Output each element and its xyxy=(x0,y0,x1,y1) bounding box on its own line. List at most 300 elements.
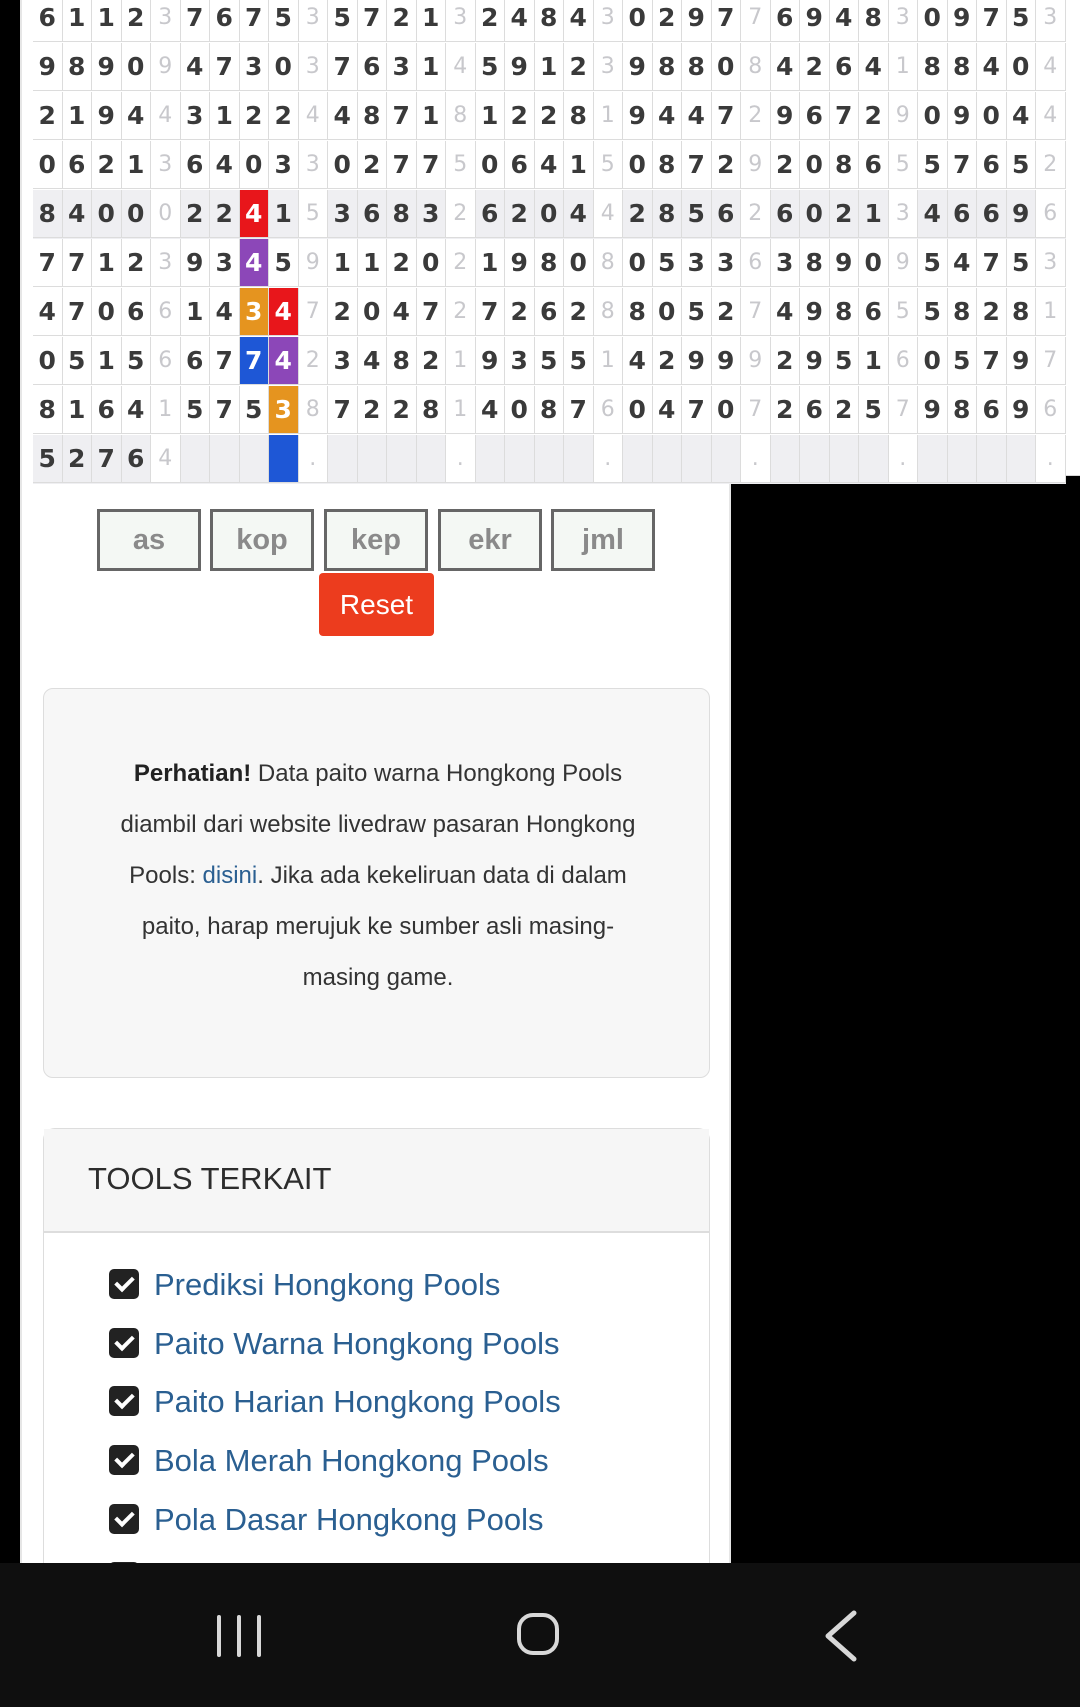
paito-cell: 2 xyxy=(830,386,860,434)
paito-cell: 2 xyxy=(358,141,388,189)
paito-separator-cell: . xyxy=(889,435,919,483)
paito-cell xyxy=(623,435,653,483)
paito-cell: 0 xyxy=(800,141,830,189)
notice-text-before-link: Data paito warna Hongkong Pools diambil dari website livedraw pasaran Hongkong Pools: xyxy=(120,760,636,889)
paito-cell: 9 xyxy=(33,43,63,91)
paito-cell: 4 xyxy=(63,190,93,238)
paito-cell: 4 xyxy=(476,386,506,434)
paito-cell: 8 xyxy=(830,288,860,336)
paito-cell: 9 xyxy=(92,43,122,91)
paito-cell: 2 xyxy=(328,288,358,336)
paito-cell: 5 xyxy=(1007,141,1037,189)
paito-separator-cell: 3 xyxy=(151,141,181,189)
paito-cell: 5 xyxy=(1007,239,1037,287)
paito-cell: 7 xyxy=(33,239,63,287)
paito-cell: 1 xyxy=(269,190,299,238)
paito-cell: 1 xyxy=(358,239,388,287)
paito-cell xyxy=(476,435,506,483)
paito-cell: 6 xyxy=(358,190,388,238)
paito-cell: 4 xyxy=(122,386,152,434)
paito-cell: 7 xyxy=(92,435,122,483)
paito-cell: 2 xyxy=(417,337,447,385)
paito-cell: 7 xyxy=(417,288,447,336)
paito-cell: 2 xyxy=(771,337,801,385)
paito-cell: 6 xyxy=(535,288,565,336)
paito-separator-cell: 1 xyxy=(446,337,476,385)
paito-cell: 4 xyxy=(535,141,565,189)
paito-separator-cell: 4 xyxy=(299,92,329,140)
paito-cell: 7 xyxy=(417,141,447,189)
paito-cell: 0 xyxy=(564,239,594,287)
paito-cell: 6 xyxy=(977,190,1007,238)
paito-separator-cell: 7 xyxy=(741,0,771,42)
paito-cell: 9 xyxy=(505,239,535,287)
paito-cell: 0 xyxy=(240,141,270,189)
paito-cell: 8 xyxy=(564,92,594,140)
paito-cell: 8 xyxy=(535,0,565,42)
notice-source-link[interactable]: disini xyxy=(202,862,258,889)
paito-cell: 4 xyxy=(771,43,801,91)
filter-kep-button[interactable]: kep xyxy=(324,509,428,571)
paito-cell: 4 xyxy=(918,190,948,238)
paito-cell: 2 xyxy=(122,0,152,42)
paito-separator-cell: 6 xyxy=(151,337,181,385)
paito-cell: 4 xyxy=(830,0,860,42)
paito-separator-cell: . xyxy=(446,435,476,483)
filter-jml-button[interactable]: jml xyxy=(551,509,655,571)
tools-title: TOOLS TERKAIT xyxy=(88,1161,332,1196)
paito-cell: 6 xyxy=(771,190,801,238)
tools-header xyxy=(44,1129,709,1233)
paito-cell: 7 xyxy=(63,288,93,336)
paito-cell: 3 xyxy=(328,190,358,238)
paito-cell: 8 xyxy=(800,239,830,287)
paito-cell: 1 xyxy=(210,92,240,140)
paito-cell: 5 xyxy=(682,190,712,238)
android-nav-bar xyxy=(0,1563,1080,1707)
paito-cell: 7 xyxy=(712,0,742,42)
paito-cell: 1 xyxy=(564,141,594,189)
paito-row xyxy=(33,435,1066,484)
filter-kop-button[interactable]: kop xyxy=(210,509,314,571)
paito-cell: 2 xyxy=(771,386,801,434)
paito-cell: 2 xyxy=(181,190,211,238)
tool-link-label[interactable]: Bola Merah Hongkong Pools xyxy=(154,1443,549,1478)
paito-cell: 7 xyxy=(210,337,240,385)
paito-cell: 2 xyxy=(535,92,565,140)
paito-cell: 6 xyxy=(181,337,211,385)
paito-separator-cell: 6 xyxy=(1036,386,1066,434)
paito-cell: 1 xyxy=(92,0,122,42)
paito-cell: 2 xyxy=(564,288,594,336)
paito-separator-cell: 2 xyxy=(741,92,771,140)
back-icon[interactable] xyxy=(820,1609,860,1663)
paito-cell: 9 xyxy=(623,43,653,91)
paito-cell: 3 xyxy=(417,190,447,238)
paito-separator-cell: 2 xyxy=(446,288,476,336)
paito-cell: 7 xyxy=(387,92,417,140)
paito-cell: 2 xyxy=(210,190,240,238)
paito-cell: 9 xyxy=(830,239,860,287)
paito-cell: 6 xyxy=(977,141,1007,189)
paito-separator-cell: 3 xyxy=(1036,239,1066,287)
paito-cell: 6 xyxy=(771,0,801,42)
paito-cell: 6 xyxy=(977,386,1007,434)
paito-cell: 0 xyxy=(800,190,830,238)
paito-cell: 9 xyxy=(800,0,830,42)
paito-separator-cell: 8 xyxy=(741,43,771,91)
tool-link-label[interactable]: Paito Harian Hongkong Pools xyxy=(154,1384,561,1419)
paito-cell: 1 xyxy=(417,92,447,140)
paito-cell: 7 xyxy=(712,92,742,140)
paito-cell: 5 xyxy=(122,337,152,385)
notice-box xyxy=(43,688,710,1078)
paito-cell: 2 xyxy=(830,190,860,238)
paito-cell: 0 xyxy=(33,141,63,189)
paito-cell xyxy=(771,435,801,483)
tool-link-label[interactable]: Prediksi Hongkong Pools xyxy=(154,1267,501,1302)
paito-cell: 1 xyxy=(859,190,889,238)
paito-separator-cell: 8 xyxy=(446,92,476,140)
paito-cell: 6 xyxy=(948,190,978,238)
paito-cell: 9 xyxy=(682,337,712,385)
paito-cell: 7 xyxy=(210,386,240,434)
paito-table xyxy=(33,0,1080,476)
paito-cell: 4 xyxy=(682,92,712,140)
paito-cell: 9 xyxy=(1007,337,1037,385)
paito-cell: 6 xyxy=(33,0,63,42)
paito-separator-cell: 9 xyxy=(889,92,919,140)
notice-text-after-link: . Jika ada kekeliruan data di dalam paito, harap merujuk ke sumber asli masing-masing game. xyxy=(141,862,627,991)
paito-separator-cell: 5 xyxy=(299,190,329,238)
paito-cell: 6 xyxy=(830,43,860,91)
paito-cell: 4 xyxy=(977,43,1007,91)
paito-cell: 0 xyxy=(623,386,653,434)
paito-separator-cell: 1 xyxy=(1036,288,1066,336)
paito-cell: 3 xyxy=(682,239,712,287)
paito-cell: 9 xyxy=(181,239,211,287)
paito-cell xyxy=(240,435,270,483)
paito-cell: 8 xyxy=(653,141,683,189)
paito-cell: 1 xyxy=(859,337,889,385)
paito-cell: 2 xyxy=(476,0,506,42)
paito-cell xyxy=(977,435,1007,483)
paito-cell: 4 xyxy=(33,288,63,336)
paito-cell: 2 xyxy=(653,0,683,42)
paito-cell: 4 xyxy=(358,337,388,385)
tool-link-label[interactable]: Pola Dasar Hongkong Pools xyxy=(154,1502,544,1537)
paito-cell: 6 xyxy=(92,386,122,434)
paito-cell xyxy=(712,435,742,483)
paito-cell: 8 xyxy=(1007,288,1037,336)
paito-cell: 0 xyxy=(476,141,506,189)
check-square-icon xyxy=(109,1328,139,1358)
paito-cell: 7 xyxy=(476,288,506,336)
paito-separator-cell: 3 xyxy=(299,43,329,91)
paito-cell: 4 xyxy=(859,43,889,91)
paito-cell: 6 xyxy=(800,92,830,140)
recent-apps-icon[interactable] xyxy=(217,1615,261,1657)
paito-cell: 5 xyxy=(181,386,211,434)
paito-cell xyxy=(417,435,447,483)
filter-button-row xyxy=(97,509,657,573)
paito-cell: 2 xyxy=(800,43,830,91)
home-icon[interactable] xyxy=(517,1613,559,1655)
paito-cell xyxy=(535,435,565,483)
paito-separator-cell: 3 xyxy=(889,0,919,42)
paito-cell: 2 xyxy=(653,337,683,385)
paito-separator-cell: 2 xyxy=(741,190,771,238)
paito-cell: 1 xyxy=(181,288,211,336)
paito-separator-cell: 6 xyxy=(1036,190,1066,238)
paito-cell: 3 xyxy=(505,337,535,385)
paito-cell: 7 xyxy=(63,239,93,287)
paito-cell xyxy=(682,435,712,483)
paito-cell: 9 xyxy=(92,92,122,140)
paito-cell: 9 xyxy=(505,43,535,91)
tool-link-label[interactable]: Paito Warna Hongkong Pools xyxy=(154,1326,560,1361)
paito-separator-cell: 9 xyxy=(151,43,181,91)
paito-cell: 5 xyxy=(830,337,860,385)
paito-cell: 7 xyxy=(977,337,1007,385)
paito-cell: 4 xyxy=(181,43,211,91)
paito-cell: 1 xyxy=(417,43,447,91)
paito-cell: 0 xyxy=(122,190,152,238)
paito-separator-cell: 1 xyxy=(594,92,624,140)
paito-cell: 2 xyxy=(387,386,417,434)
paito-cell: 1 xyxy=(63,0,93,42)
paito-cell: 9 xyxy=(712,337,742,385)
paito-cell: 1 xyxy=(122,141,152,189)
paito-separator-cell: 2 xyxy=(446,239,476,287)
paito-cell: 2 xyxy=(712,141,742,189)
paito-cell: 0 xyxy=(122,43,152,91)
filter-ekr-button[interactable]: ekr xyxy=(438,509,542,571)
paito-cell: 0 xyxy=(918,0,948,42)
paito-separator-cell: 3 xyxy=(594,0,624,42)
paito-cell: 8 xyxy=(653,190,683,238)
paito-separator-cell: 5 xyxy=(594,141,624,189)
paito-cell xyxy=(653,435,683,483)
paito-cell: 4 xyxy=(653,92,683,140)
paito-cell: 9 xyxy=(771,92,801,140)
paito-cell: 8 xyxy=(918,43,948,91)
paito-cell: 6 xyxy=(505,141,535,189)
paito-cell: 4 xyxy=(328,92,358,140)
paito-separator-cell: 7 xyxy=(741,386,771,434)
paito-cell: 3 xyxy=(240,288,270,336)
paito-cell: 6 xyxy=(122,435,152,483)
paito-cell: 7 xyxy=(977,239,1007,287)
paito-separator-cell: 1 xyxy=(446,386,476,434)
paito-cell: 6 xyxy=(859,288,889,336)
paito-cell: 8 xyxy=(387,190,417,238)
paito-cell: 1 xyxy=(92,239,122,287)
paito-cell: 9 xyxy=(800,337,830,385)
paito-cell: 5 xyxy=(918,239,948,287)
paito-cell xyxy=(269,435,299,483)
paito-cell: 5 xyxy=(269,239,299,287)
paito-cell: 1 xyxy=(476,92,506,140)
paito-cell: 3 xyxy=(771,239,801,287)
paito-row xyxy=(33,288,1066,337)
paito-cell: 0 xyxy=(535,190,565,238)
paito-cell: 5 xyxy=(476,43,506,91)
paito-cell: 8 xyxy=(623,288,653,336)
paito-cell: 4 xyxy=(387,288,417,336)
paito-cell: 0 xyxy=(358,288,388,336)
paito-separator-cell: 7 xyxy=(741,288,771,336)
paito-separator-cell: 2 xyxy=(446,190,476,238)
paito-cell: 8 xyxy=(830,141,860,189)
paito-cell xyxy=(800,435,830,483)
paito-cell: 2 xyxy=(63,435,93,483)
paito-cell: 4 xyxy=(210,141,240,189)
paito-cell: 8 xyxy=(417,386,447,434)
paito-separator-cell: 4 xyxy=(446,43,476,91)
paito-separator-cell: 4 xyxy=(151,435,181,483)
paito-cell: 6 xyxy=(181,141,211,189)
paito-cell: 7 xyxy=(682,141,712,189)
paito-cell: 4 xyxy=(505,0,535,42)
paito-cell: 0 xyxy=(712,43,742,91)
paito-separator-cell: 7 xyxy=(889,386,919,434)
paito-cell: 8 xyxy=(682,43,712,91)
paito-cell: 0 xyxy=(623,239,653,287)
paito-separator-cell: 5 xyxy=(889,288,919,336)
paito-cell: 5 xyxy=(240,386,270,434)
paito-cell: 2 xyxy=(33,92,63,140)
paito-cell: 2 xyxy=(387,0,417,42)
paito-separator-cell: 6 xyxy=(741,239,771,287)
paito-separator-cell: 5 xyxy=(889,141,919,189)
paito-cell: 2 xyxy=(977,288,1007,336)
paito-separator-cell: 3 xyxy=(594,43,624,91)
paito-row xyxy=(33,141,1066,190)
paito-cell: 6 xyxy=(712,190,742,238)
paito-separator-cell: 9 xyxy=(889,239,919,287)
filter-as-button[interactable]: as xyxy=(97,509,201,571)
paito-separator-cell: 5 xyxy=(446,141,476,189)
paito-separator-cell: 3 xyxy=(151,0,181,42)
paito-cell: 5 xyxy=(269,0,299,42)
paito-separator-cell: 4 xyxy=(1036,92,1066,140)
paito-cell xyxy=(358,435,388,483)
paito-cell: 4 xyxy=(771,288,801,336)
paito-cell: 5 xyxy=(63,337,93,385)
paito-separator-cell: . xyxy=(299,435,329,483)
paito-cell: 9 xyxy=(1007,386,1037,434)
paito-cell: 8 xyxy=(859,0,889,42)
paito-cell: 3 xyxy=(712,239,742,287)
paito-row xyxy=(33,386,1066,435)
paito-separator-cell: 1 xyxy=(889,43,919,91)
paito-cell: 8 xyxy=(948,43,978,91)
paito-separator-cell: 8 xyxy=(594,288,624,336)
notice-bold: Perhatian! xyxy=(133,760,252,787)
paito-cell: 0 xyxy=(269,43,299,91)
paito-cell: 7 xyxy=(240,0,270,42)
paito-separator-cell: 3 xyxy=(446,0,476,42)
paito-cell: 8 xyxy=(535,386,565,434)
paito-cell: 7 xyxy=(358,0,388,42)
paito-cell: 5 xyxy=(1007,0,1037,42)
paito-cell: 3 xyxy=(269,386,299,434)
paito-row xyxy=(33,239,1066,288)
paito-cell: 4 xyxy=(564,0,594,42)
paito-cell: 4 xyxy=(122,92,152,140)
paito-cell: 3 xyxy=(269,141,299,189)
paito-cell: 3 xyxy=(240,43,270,91)
paito-cell: 4 xyxy=(240,190,270,238)
paito-cell: 7 xyxy=(181,0,211,42)
paito-cell: 2 xyxy=(269,92,299,140)
paito-cell: 5 xyxy=(564,337,594,385)
paito-cell: 0 xyxy=(505,386,535,434)
paito-cell: 8 xyxy=(63,43,93,91)
paito-cell: 6 xyxy=(122,288,152,336)
paito-cell: 3 xyxy=(181,92,211,140)
paito-cell xyxy=(210,435,240,483)
paito-cell: 2 xyxy=(92,141,122,189)
paito-cell: 5 xyxy=(918,141,948,189)
paito-separator-cell: 7 xyxy=(299,288,329,336)
paito-cell: 5 xyxy=(918,288,948,336)
paito-separator-cell: 8 xyxy=(299,386,329,434)
paito-cell xyxy=(830,435,860,483)
paito-cell: 1 xyxy=(535,43,565,91)
paito-cell: 8 xyxy=(387,337,417,385)
check-square-icon xyxy=(109,1504,139,1534)
paito-cell: 6 xyxy=(63,141,93,189)
paito-separator-cell: 1 xyxy=(151,386,181,434)
paito-cell: 9 xyxy=(800,288,830,336)
paito-cell xyxy=(181,435,211,483)
paito-cell xyxy=(387,435,417,483)
paito-cell: 1 xyxy=(417,0,447,42)
paito-cell: 8 xyxy=(535,239,565,287)
paito-cell xyxy=(948,435,978,483)
paito-cell: 6 xyxy=(210,0,240,42)
paito-cell: 1 xyxy=(328,239,358,287)
paito-cell: 7 xyxy=(682,386,712,434)
paito-cell: 4 xyxy=(269,288,299,336)
paito-separator-cell: 7 xyxy=(1036,337,1066,385)
paito-row xyxy=(33,0,1066,43)
paito-cell: 4 xyxy=(623,337,653,385)
paito-separator-cell: 9 xyxy=(299,239,329,287)
paito-cell xyxy=(564,435,594,483)
paito-cell: 5 xyxy=(859,386,889,434)
paito-cell: 0 xyxy=(918,92,948,140)
tools-panel xyxy=(43,1128,710,1588)
paito-cell: 4 xyxy=(948,239,978,287)
paito-separator-cell: . xyxy=(1036,435,1066,483)
paito-cell: 4 xyxy=(653,386,683,434)
paito-cell: 0 xyxy=(623,141,653,189)
paito-separator-cell: 3 xyxy=(299,141,329,189)
paito-cell: 2 xyxy=(505,92,535,140)
paito-row xyxy=(33,43,1066,92)
notice-text xyxy=(108,748,648,1003)
paito-cell: 6 xyxy=(476,190,506,238)
paito-separator-cell: 1 xyxy=(594,337,624,385)
paito-cell: 0 xyxy=(918,337,948,385)
paito-cell: 5 xyxy=(682,288,712,336)
paito-separator-cell: . xyxy=(741,435,771,483)
paito-row xyxy=(33,337,1066,386)
reset-button[interactable]: Reset xyxy=(319,573,434,636)
